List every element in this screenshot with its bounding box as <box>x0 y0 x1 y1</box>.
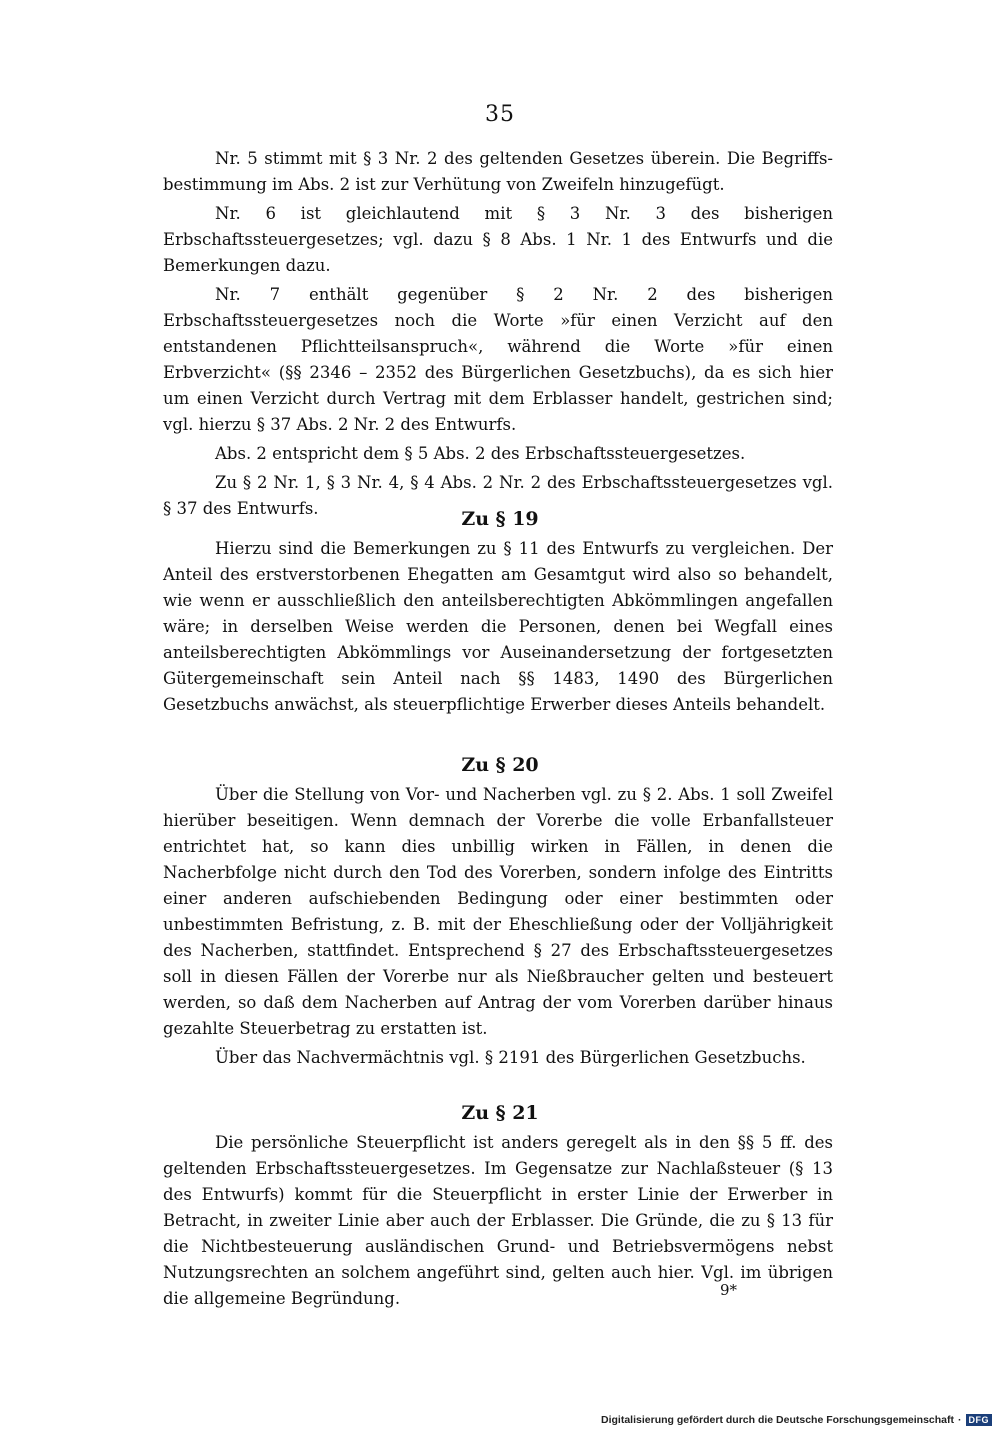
paragraph: Zu § 2 Nr. 1, § 3 Nr. 4, § 4 Abs. 2 Nr. 2 des Erbschaftssteuergesetzes vgl. § 37 des Entwurfs. <box>163 473 833 518</box>
intro-block <box>163 146 833 525</box>
section-20-body <box>163 782 833 1074</box>
footer-text: Digitalisierung gefördert durch die Deutsche Forschungsgemeinschaft <box>601 1414 954 1426</box>
page-number: 35 <box>485 102 515 127</box>
paragraph: Abs. 2 entspricht dem § 5 Abs. 2 des Erbschaftssteuergesetzes. <box>215 444 746 463</box>
paragraph: Nr. 5 stimmt mit § 3 Nr. 2 des geltenden Gesetzes überein. Die Begriffsbestimmung im Abs. 2 ist zur Verhütung von Zweifeln hinzugefügt. <box>163 149 833 194</box>
paragraph: Über die Stellung von Vor- und Nacherben vgl. zu § 2. Abs. 1 soll Zweifel hierüber beseitigen. Wenn demnach der Vorerbe die volle Erbanfallsteuer entrichtet hat, so kann dies unbillig wirken in Fällen, in denen die Nacherbfolge nicht durch den Tod des Vorerben, sondern infolge des Eintritts einer anderen aufschiebenden Bedingung oder einer bestimmten oder unbestimmten Befristung, z. B. mit der Eheschließung oder der Volljährigkeit des Nacherben, stattfindet. Entsprechend § 27 des Erbschaftssteuergesetzes soll in diesen Fällen der Vorerbe nur als Nießbraucher gelten und besteuert werden, so daß dem Nacherben auf Antrag der vom Vorerben darüber hinaus gezahlte Steuerbetrag zu erstatten ist. <box>163 785 833 1038</box>
dfg-logo-icon: DFG <box>966 1414 993 1426</box>
paragraph: Hierzu sind die Bemerkungen zu § 11 des Entwurfs zu vergleichen. Der Anteil des erstverstorbenen Ehegatten am Gesamtgut wird also so behandelt, wie wenn er ausschließlich den anteilsberechtigten Abkömmlingen angefallen wäre; in derselben Weise werden die Personen, denen bei Wegfall eines anteilsberechtigten Abkömmlings vor Auseinandersetzung der fortgesetzten Gütergemeinschaft sein Anteil nach §§ 1483, 1490 des Bürgerlichen Gesetzbuchs anwächst, als steuerpflichtige Erwerber dieses Anteils behandelt. <box>163 539 833 714</box>
signature-mark: 9* <box>720 1281 738 1299</box>
paragraph: Nr. 7 enthält gegenüber § 2 Nr. 2 des bisherigen Erbschaftssteuergesetzes noch die Worte »für einen Verzicht auf den entstandenen Pflichtteilsanspruch«, während die Worte »für einen Erbverzicht« (§§ 2346 – 2352 des Bürgerlichen Gesetzbuchs), da es sich hier um einen Verzicht durch Vertrag mit dem Erblasser handelt, gestrichen sind; vgl. hierzu § 37 Abs. 2 Nr. 2 des Entwurfs. <box>163 285 833 434</box>
section-heading-20: Zu § 20 <box>461 754 539 776</box>
section-19-body <box>163 536 833 721</box>
paragraph: Über das Nachvermächtnis vgl. § 2191 des Bürgerlichen Gesetzbuchs. <box>215 1048 806 1067</box>
paragraph: Die persönliche Steuerpflicht ist anders geregelt als in den §§ 5 ff. des geltenden Erbschaftssteuergesetzes. Im Gegensatze zur Nachlaßsteuer (§ 13 des Entwurfs) kommt für die Steuerpflicht in erster Linie der Erwerber in Betracht, in zweiter Linie aber auch der Erblasser. Die Gründe, die zu § 13 für die Nichtbesteuerung ausländischen Grund- und Betriebsvermögens nebst Nutzungsrechten an solchem angeführt sind, gelten auch hier. Vgl. im übrigen die allgemeine Begründung. <box>163 1133 833 1308</box>
digitization-footer: Digitalisierung gefördert durch die Deutsche Forschungsgemeinschaft · DFG <box>601 1414 992 1426</box>
section-heading-19: Zu § 19 <box>461 508 539 530</box>
section-heading-21: Zu § 21 <box>461 1102 539 1124</box>
paragraph: Nr. 6 ist gleichlautend mit § 3 Nr. 3 des bisherigen Erbschaftssteuergesetzes; vgl. dazu § 8 Abs. 1 Nr. 1 des Entwurfs und die Bemerkungen dazu. <box>163 204 833 275</box>
